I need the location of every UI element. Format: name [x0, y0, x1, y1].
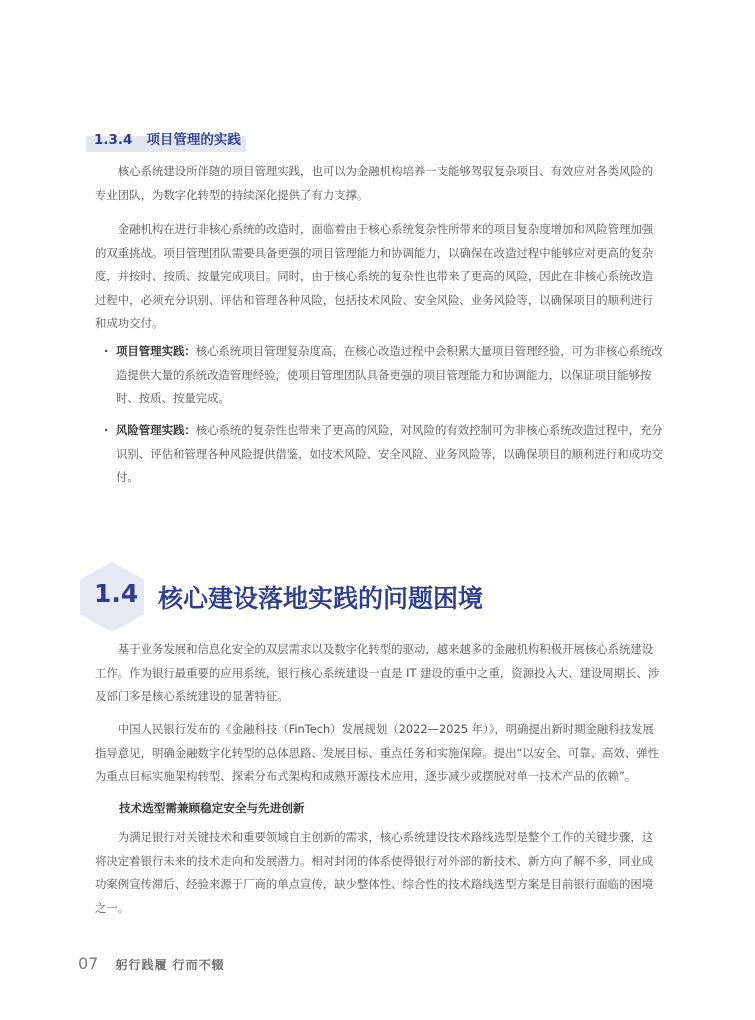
- bullet-label: 项目管理实践：: [116, 344, 196, 358]
- bullet-text: 核心系统项目管理复杂度高，在核心改造过程中会积累大量项目管理经验，可为非核心系统改造提供大量的系统改造管理经验，使项目管理团队具备更强的项目管理能力和协调能力，以保证项目能够按时、按质、按量完成。: [116, 344, 663, 405]
- section-heading: [80, 562, 640, 632]
- bullet-item: [104, 340, 664, 411]
- paragraph: 基于业务发展和信息化安全的双层需求以及数字化转型的驱动，越来越多的金融机构积极开展核心系统建设工作。作为银行最重要的应用系统，银行核心系统建设一直是 IT 建设的重中之重，资源投入大、建设周期长、涉及部门多是核心系统建设的显著特征。: [95, 642, 660, 703]
- bold-subheading: 技术选型需兼顾稳定安全与先进创新: [119, 801, 305, 815]
- paragraph: 金融机构在进行非核心系统的改造时，面临着由于核心系统复杂性所带来的项目复杂度增加和风险管理加强的双重挑战。项目管理团队需要具备更强的项目管理能力和协调能力，以确保在改造过程中能够应对更高的复杂度，并按时、按质、按量完成项目。同时，由于核心系统的复杂性也带来了更高的风险，因此在非核心系统改造过程中，必须充分识别、评估和管理各种风险，包括技术风险、安全风险、业务风险等，以确保项目的顺利进行和成功交付。: [95, 222, 654, 330]
- bullet-item: [104, 419, 664, 490]
- section-title: 核心建设落地实践的问题困境: [158, 584, 484, 613]
- footer-slogan: 躬行践履 行而不辍: [115, 958, 225, 972]
- bullet-text: 核心系统的复杂性也带来了更高的风险，对风险的有效控制可为非核心系统改造过程中，充分识别、评估和管理各种风险提供借鉴，如技术风险、安全风险、业务风险等，以确保项目的顺利进行和成功交付。: [116, 423, 663, 484]
- subsection-number: 1.3.4: [94, 132, 133, 148]
- bullet-label: 风险管理实践：: [116, 423, 196, 437]
- page-number: 07: [78, 954, 99, 973]
- subsection-heading: [86, 126, 241, 154]
- paragraph: 中国人民银行发布的《金融科技（FinTech）发展规划（2022—2025 年）》，明确提出新时期金融科技发展指导意见，明确金融数字化转型的总体思路、发展目标、重点任务和实施保障。提出“以安全、可靠、高效、弹性为重点目标实施架构转型、探索分布式架构和成熟开源技术应用，逐步减少或摆脱对单一技术产品的依赖”。: [95, 722, 660, 783]
- page-footer: [78, 954, 225, 973]
- paragraph: 核心系统建设所伴随的项目管理实践，也可以为金融机构培养一支能够驾驭复杂项目、有效应对各类风险的专业团队，为数字化转型的持续深化提供了有力支撑。: [95, 164, 654, 202]
- section-number: 1.4: [94, 579, 139, 608]
- paragraph: 为满足银行对关键技术和重要领域自主创新的需求，核心系统建设技术路线选型是整个工作的关键步骤，这将决定着银行未来的技术走向和发展潜力。相对封闭的体系使得银行对外部的新技术、新方向了解不多，同业成功案例宣传滞后、经验来源于厂商的单点宣传，缺少整体性、综合性的技术路线选型方案是目前银行面临的困境之一。: [95, 830, 654, 915]
- bullet-dot-icon: ·: [104, 423, 109, 437]
- bullet-dot-icon: ·: [104, 344, 109, 358]
- subsection-title: 项目管理的实践: [146, 132, 241, 148]
